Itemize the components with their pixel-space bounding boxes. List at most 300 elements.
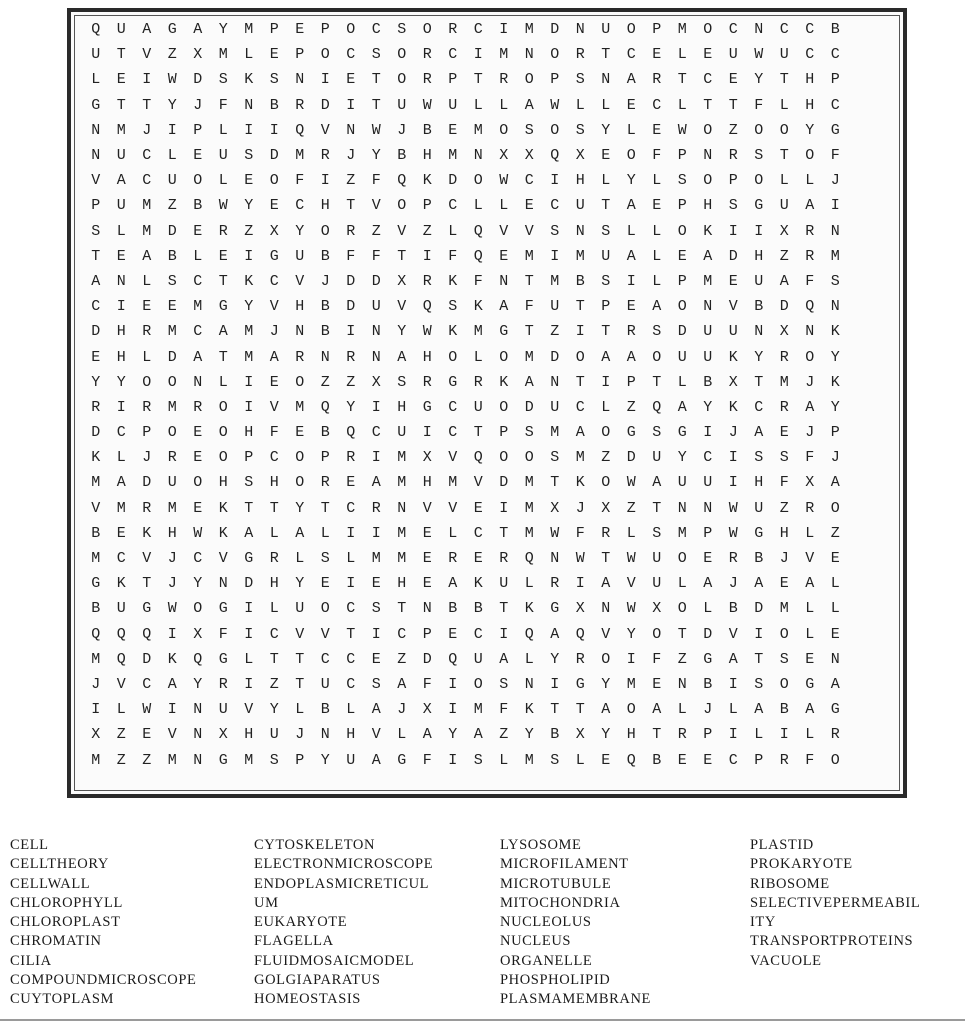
grid-letter: I (601, 373, 611, 391)
grid-letter: K (167, 650, 177, 668)
grid-letter: B (320, 701, 330, 719)
grid-letter: O (601, 474, 611, 492)
grid-letter: Q (142, 625, 152, 643)
grid-letter: R (805, 499, 815, 517)
grid-letter: S (499, 675, 509, 693)
grid-letter: J (320, 272, 330, 290)
grid-row (83, 219, 899, 244)
grid-letter: L (473, 96, 483, 114)
grid-letter: S (448, 298, 458, 316)
grid-letter: O (601, 424, 611, 442)
grid-letter: B (91, 600, 101, 618)
grid-letter: V (728, 298, 738, 316)
grid-letter: R (805, 247, 815, 265)
grid-letter: L (677, 701, 687, 719)
grid-row (83, 193, 899, 218)
grid-letter: A (575, 424, 585, 442)
grid-letter: S (550, 222, 560, 240)
grid-letter: R (601, 524, 611, 542)
grid-letter: Q (805, 298, 815, 316)
grid-letter: L (269, 524, 279, 542)
grid-letter: V (728, 625, 738, 643)
word-bank-item: VACUOLE (750, 952, 822, 969)
grid-letter: V (320, 625, 330, 643)
grid-letter: S (779, 650, 789, 668)
grid-letter: A (473, 726, 483, 744)
grid-letter: M (142, 222, 152, 240)
grid-letter: H (575, 172, 585, 190)
grid-letter: M (677, 524, 687, 542)
grid-letter: C (346, 650, 356, 668)
grid-letter: B (779, 701, 789, 719)
grid-letter: M (524, 348, 534, 366)
grid-letter: C (269, 272, 279, 290)
grid-letter: F (371, 247, 381, 265)
grid-letter: R (499, 71, 509, 89)
grid-letter: F (499, 701, 509, 719)
grid-letter: J (91, 675, 101, 693)
grid-letter: G (626, 424, 636, 442)
grid-letter: X (575, 147, 585, 165)
grid-letter: Z (626, 499, 636, 517)
grid-letter: R (142, 398, 152, 416)
grid-letter: N (677, 499, 687, 517)
grid-letter: U (652, 449, 662, 467)
grid-letter: D (524, 398, 534, 416)
grid-letter: U (269, 726, 279, 744)
grid-letter: B (167, 247, 177, 265)
grid-letter: J (728, 575, 738, 593)
grid-letter: O (397, 197, 407, 215)
grid-letter: A (371, 701, 381, 719)
grid-letter: G (218, 650, 228, 668)
grid-letter: N (830, 222, 840, 240)
grid-letter: S (754, 147, 764, 165)
grid-letter: E (473, 499, 483, 517)
grid-letter: U (295, 600, 305, 618)
grid-letter: B (320, 298, 330, 316)
word-bank-item: LYSOSOME (500, 837, 582, 853)
grid-letter: O (601, 650, 611, 668)
grid-letter: D (346, 298, 356, 316)
grid-letter: R (346, 348, 356, 366)
grid-letter: Q (193, 650, 203, 668)
grid-letter: S (244, 474, 254, 492)
grid-letter: R (295, 348, 305, 366)
grid-letter: N (830, 650, 840, 668)
grid-letter: E (193, 222, 203, 240)
grid-letter: M (473, 121, 483, 139)
grid-letter: Y (601, 726, 611, 744)
grid-letter: L (218, 121, 228, 139)
grid-letter: I (448, 701, 458, 719)
grid-letter: H (779, 524, 789, 542)
grid-letter: H (422, 474, 432, 492)
grid-row (83, 118, 899, 143)
grid-letter: C (473, 625, 483, 643)
grid-letter: L (142, 348, 152, 366)
grid-letter: Z (677, 650, 687, 668)
grid-letter: L (830, 575, 840, 593)
grid-letter: W (167, 71, 177, 89)
grid-letter: M (703, 272, 713, 290)
grid-letter: P (422, 625, 432, 643)
grid-letter: H (422, 348, 432, 366)
grid-letter: L (601, 398, 611, 416)
grid-letter: T (269, 499, 279, 517)
grid-letter: N (703, 298, 713, 316)
word-bank-item: RIBOSOME (750, 875, 830, 892)
grid-letter: O (193, 600, 203, 618)
grid-letter: C (728, 21, 738, 39)
grid-letter: A (499, 298, 509, 316)
grid-letter: M (244, 751, 254, 769)
grid-letter: K (728, 348, 738, 366)
grid-letter: A (728, 650, 738, 668)
grid-letter: I (346, 575, 356, 593)
grid-letter: L (295, 550, 305, 568)
grid-letter: U (295, 247, 305, 265)
grid-letter: Y (677, 449, 687, 467)
grid-letter: E (346, 474, 356, 492)
grid-letter: U (601, 247, 611, 265)
grid-letter: X (779, 222, 789, 240)
grid-letter: R (779, 348, 789, 366)
grid-letter: I (244, 398, 254, 416)
grid-letter: N (524, 675, 534, 693)
grid-letter: U (116, 197, 126, 215)
grid-letter: M (524, 247, 534, 265)
grid-letter: K (116, 575, 126, 593)
grid-letter: A (601, 701, 611, 719)
grid-letter: J (295, 726, 305, 744)
grid-letter: R (575, 46, 585, 64)
grid-row (83, 521, 899, 546)
grid-letter: V (448, 499, 458, 517)
grid-letter: O (295, 474, 305, 492)
grid-letter: H (754, 474, 764, 492)
grid-letter: C (728, 751, 738, 769)
grid-letter: B (397, 147, 407, 165)
grid-letter: B (448, 600, 458, 618)
grid-letter: R (346, 222, 356, 240)
grid-letter: B (703, 373, 713, 391)
grid-letter: L (116, 701, 126, 719)
grid-letter: Y (805, 121, 815, 139)
grid-letter: C (320, 650, 330, 668)
grid-letter: J (193, 96, 203, 114)
grid-letter: R (320, 147, 330, 165)
grid-letter: I (91, 701, 101, 719)
grid-letter: U (703, 348, 713, 366)
grid-letter: F (652, 147, 662, 165)
grid-letter: T (371, 96, 381, 114)
grid-letter: O (550, 46, 560, 64)
grid-letter: A (499, 650, 509, 668)
grid-letter: L (473, 197, 483, 215)
grid-letter: E (499, 247, 509, 265)
grid-letter: U (218, 701, 228, 719)
grid-letter: L (320, 524, 330, 542)
grid-letter: K (830, 373, 840, 391)
grid-letter: J (142, 449, 152, 467)
grid-letter: W (193, 524, 203, 542)
grid-letter: E (677, 247, 687, 265)
grid-letter: U (601, 21, 611, 39)
grid-letter: M (473, 701, 483, 719)
grid-letter: E (116, 247, 126, 265)
grid-letter: J (397, 701, 407, 719)
grid-letter: E (244, 172, 254, 190)
grid-letter: Y (116, 373, 126, 391)
grid-letter: I (422, 424, 432, 442)
grid-letter: W (626, 474, 636, 492)
grid-letter: Y (448, 726, 458, 744)
grid-letter: T (142, 96, 152, 114)
grid-letter: G (550, 600, 560, 618)
grid-letter: U (499, 575, 509, 593)
grid-letter: I (244, 625, 254, 643)
grid-letter: B (320, 424, 330, 442)
grid-letter: I (346, 323, 356, 341)
grid-letter: A (244, 524, 254, 542)
grid-row (83, 370, 899, 395)
grid-letter: R (499, 550, 509, 568)
grid-letter: K (448, 323, 458, 341)
grid-letter: S (754, 675, 764, 693)
grid-letter: V (371, 726, 381, 744)
grid-letter: T (269, 650, 279, 668)
grid-letter: P (422, 197, 432, 215)
grid-letter: M (830, 247, 840, 265)
word-bank-item: ITY (750, 914, 776, 931)
grid-letter: A (754, 575, 764, 593)
grid-letter: O (677, 222, 687, 240)
grid-letter: N (193, 701, 203, 719)
grid-letter: P (244, 449, 254, 467)
grid-letter: D (550, 21, 560, 39)
grid-letter: L (91, 71, 101, 89)
grid-letter: H (244, 424, 254, 442)
grid-letter: Z (346, 172, 356, 190)
grid-letter: P (295, 46, 305, 64)
grid-letter: A (805, 575, 815, 593)
grid-letter: M (448, 474, 458, 492)
grid-letter: X (499, 147, 509, 165)
grid-letter: R (346, 449, 356, 467)
grid-letter: H (805, 71, 815, 89)
grid-letter: N (320, 726, 330, 744)
grid-letter: A (805, 197, 815, 215)
grid-letter: A (805, 701, 815, 719)
grid-letter: W (422, 323, 432, 341)
grid-letter: P (626, 373, 636, 391)
grid-letter: H (218, 474, 228, 492)
grid-letter: L (626, 121, 636, 139)
grid-letter: N (575, 222, 585, 240)
grid-letter: T (295, 675, 305, 693)
grid-row (83, 42, 899, 67)
grid-letter: L (473, 348, 483, 366)
grid-letter: M (397, 449, 407, 467)
grid-letter: F (754, 96, 764, 114)
grid-letter: K (448, 272, 458, 290)
grid-letter: N (295, 323, 305, 341)
grid-letter: A (703, 247, 713, 265)
grid-letter: M (295, 398, 305, 416)
grid-letter: C (371, 424, 381, 442)
grid-row (83, 571, 899, 596)
grid-row (83, 470, 899, 495)
grid-letter: T (473, 71, 483, 89)
grid-letter: U (779, 197, 789, 215)
word-bank-item: CHROMATIN (10, 933, 102, 950)
grid-letter: X (193, 625, 203, 643)
grid-letter: O (193, 474, 203, 492)
grid-letter: O (805, 348, 815, 366)
grid-letter: K (499, 373, 509, 391)
grid-letter: A (295, 524, 305, 542)
grid-letter: S (550, 751, 560, 769)
grid-letter: N (397, 499, 407, 517)
word-search-grid-frame (67, 8, 907, 798)
grid-letter: P (320, 449, 330, 467)
grid-letter: C (805, 21, 815, 39)
grid-letter: O (779, 675, 789, 693)
grid-letter: N (703, 147, 713, 165)
grid-letter: F (422, 751, 432, 769)
word-bank-item: NUCLEUS (500, 933, 572, 950)
grid-letter: R (652, 71, 662, 89)
grid-letter: E (779, 575, 789, 593)
grid-letter: C (550, 197, 560, 215)
grid-letter: D (754, 600, 764, 618)
grid-letter: O (397, 46, 407, 64)
grid-letter: I (499, 499, 509, 517)
grid-letter: S (652, 424, 662, 442)
grid-letter: Z (728, 121, 738, 139)
word-bank-item: ORGANELLE (500, 952, 593, 969)
grid-letter: O (397, 71, 407, 89)
grid-letter: X (652, 600, 662, 618)
grid-letter: D (499, 474, 509, 492)
grid-letter: O (499, 398, 509, 416)
grid-letter: A (397, 675, 407, 693)
grid-letter: A (626, 71, 636, 89)
grid-letter: S (244, 147, 254, 165)
grid-letter: U (575, 197, 585, 215)
grid-letter: A (626, 348, 636, 366)
grid-letter: E (193, 449, 203, 467)
grid-letter: L (805, 625, 815, 643)
grid-letter: M (167, 323, 177, 341)
grid-letter: E (193, 499, 203, 517)
grid-row (83, 93, 899, 118)
grid-letter: X (422, 701, 432, 719)
grid-letter: Y (167, 96, 177, 114)
grid-letter: M (167, 398, 177, 416)
grid-letter: H (346, 726, 356, 744)
grid-letter: S (473, 751, 483, 769)
grid-letter: J (397, 121, 407, 139)
grid-letter: L (524, 650, 534, 668)
word-bank-item: UM (254, 894, 279, 911)
grid-letter: D (244, 575, 254, 593)
word-bank-item: CUYTOPLASM (10, 991, 115, 1008)
grid-letter: O (652, 348, 662, 366)
grid-letter: L (652, 222, 662, 240)
grid-letter: R (422, 272, 432, 290)
grid-letter: S (575, 71, 585, 89)
word-bank-item: CHLOROPLAST (10, 914, 121, 931)
grid-letter: M (677, 21, 687, 39)
grid-letter: M (397, 474, 407, 492)
grid-letter: N (320, 348, 330, 366)
grid-letter: M (91, 550, 101, 568)
grid-letter: E (626, 96, 636, 114)
grid-letter: Q (652, 398, 662, 416)
grid-letter: B (422, 121, 432, 139)
grid-letter: C (371, 21, 381, 39)
grid-letter: U (116, 600, 126, 618)
grid-letter: G (754, 524, 764, 542)
grid-letter: L (805, 600, 815, 618)
grid-letter: D (167, 348, 177, 366)
grid-letter: L (652, 247, 662, 265)
grid-letter: P (448, 71, 458, 89)
grid-letter: N (703, 499, 713, 517)
grid-letter: G (805, 675, 815, 693)
grid-letter: L (397, 726, 407, 744)
grid-letter: B (91, 524, 101, 542)
grid-letter: Y (397, 323, 407, 341)
grid-letter: O (218, 398, 228, 416)
grid-letter: D (269, 147, 279, 165)
grid-letter: X (575, 600, 585, 618)
grid-letter: A (601, 575, 611, 593)
grid-letter: C (703, 449, 713, 467)
grid-letter: T (652, 499, 662, 517)
grid-letter: I (473, 46, 483, 64)
grid-letter: Y (244, 197, 254, 215)
grid-letter: U (473, 650, 483, 668)
grid-letter: O (269, 172, 279, 190)
grid-letter: L (499, 751, 509, 769)
grid-letter: T (779, 71, 789, 89)
grid-letter: P (91, 197, 101, 215)
grid-letter: C (397, 625, 407, 643)
grid-letter: Q (91, 625, 101, 643)
grid-letter: R (218, 222, 228, 240)
grid-row (83, 395, 899, 420)
grid-letter: R (805, 222, 815, 240)
grid-letter: I (244, 675, 254, 693)
grid-letter: M (550, 272, 560, 290)
grid-letter: B (269, 96, 279, 114)
grid-letter: O (805, 147, 815, 165)
grid-letter: P (142, 424, 152, 442)
grid-letter: K (524, 701, 534, 719)
grid-letter: C (448, 197, 458, 215)
grid-letter: L (499, 197, 509, 215)
grid-letter: R (91, 398, 101, 416)
grid-letter: V (116, 675, 126, 693)
grid-letter: J (830, 172, 840, 190)
grid-letter: L (218, 373, 228, 391)
grid-letter: K (422, 172, 432, 190)
word-bank-item: GOLGIAPARATUS (254, 972, 381, 989)
grid-letter: Q (295, 121, 305, 139)
